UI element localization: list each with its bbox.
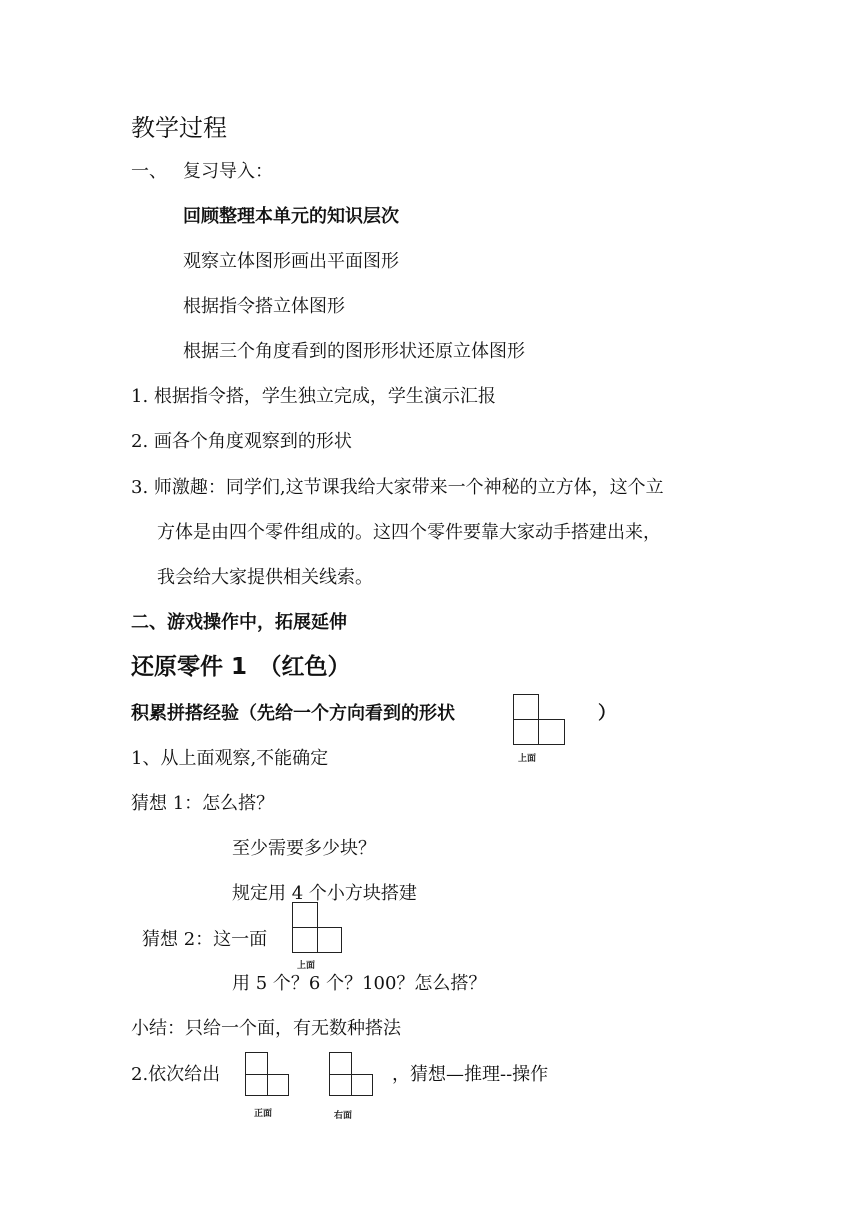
page-title: 教学过程 bbox=[131, 114, 227, 142]
right-view-caption: 右面 bbox=[334, 1111, 353, 1121]
step-item-continued: 我会给大家提供相关线索。 bbox=[157, 567, 373, 588]
part1-heading: 还原零件 1 （红色） bbox=[131, 654, 351, 680]
given-text: 2.依次给出 bbox=[131, 1064, 221, 1085]
top-view-caption: 上面 bbox=[518, 754, 537, 764]
guess2-text: 猜想 2：这一面 bbox=[142, 929, 268, 950]
step-item: 1. 根据指令搭，学生独立完成，学生演示汇报 bbox=[131, 386, 496, 407]
observe-text: 1、从上面观察,不能确定 bbox=[131, 748, 329, 769]
section2-heading: 二、游戏操作中，拓展延伸 bbox=[131, 612, 347, 633]
section1-item: 根据指令搭立体图形 bbox=[183, 296, 345, 317]
section1-heading: 复习导入： bbox=[183, 161, 273, 182]
experience-close: ） bbox=[598, 703, 616, 724]
right-view-shape-icon bbox=[329, 1052, 374, 1097]
top-view-shape-icon bbox=[292, 902, 343, 954]
guess1-text: 猜想 1：怎么搭？ bbox=[131, 793, 275, 814]
question-text: 至少需要多少块？ bbox=[232, 838, 376, 859]
section1-item: 根据三个角度看到的图形形状还原立体图形 bbox=[183, 341, 525, 362]
front-view-shape-icon bbox=[245, 1052, 290, 1097]
step-item: 2. 画各个角度观察到的形状 bbox=[131, 431, 352, 452]
top-view-caption: 上面 bbox=[297, 961, 316, 971]
step-item: 3. 师激趣：同学们,这节课我给大家带来一个神秘的立方体，这个立 bbox=[131, 477, 664, 498]
section1-item: 观察立体图形画出平面图形 bbox=[183, 251, 399, 272]
question-text: 用 5 个？6 个？100？怎么搭？ bbox=[232, 973, 487, 994]
section1-number: 一、 bbox=[131, 161, 167, 182]
front-view-caption: 正面 bbox=[254, 1109, 273, 1119]
experience-text: 积累拼搭经验（先给一个方向看到的形状 bbox=[131, 703, 455, 724]
top-view-shape-icon bbox=[513, 694, 566, 746]
section1-subheading: 回顾整理本单元的知识层次 bbox=[183, 206, 399, 227]
reason-text: ，猜想—推理--操作 bbox=[392, 1064, 549, 1085]
step-item-continued: 方体是由四个零件组成的。这四个零件要靠大家动手搭建出来， bbox=[157, 522, 661, 543]
question-text: 规定用 4 个小方块搭建 bbox=[232, 883, 417, 904]
summary-text: 小结：只给一个面，有无数种搭法 bbox=[131, 1018, 401, 1039]
